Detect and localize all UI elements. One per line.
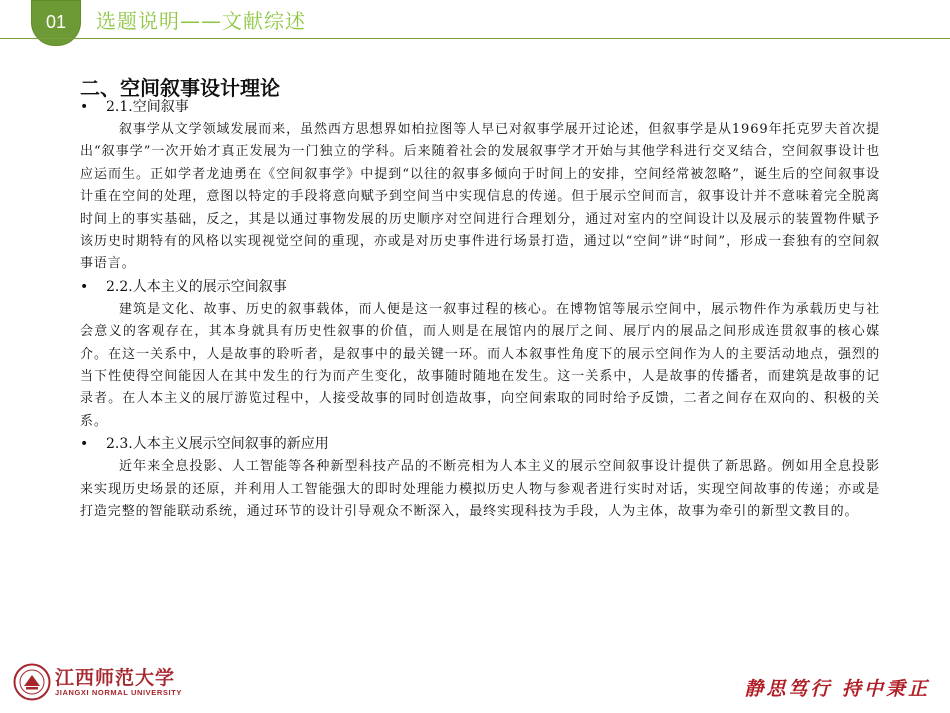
subsection-paragraph: 叙事学从文学领域发展而来，虽然西方思想界如柏拉图等人早已对叙事学展开过论述，但叙事学是从1969年托克罗夫首次提出“叙事学”一次开始才真正发展为一门独立的学科。后来随着社会的发展叙事学才开始与其他学科进行交叉结合，空间叙事设计也应运而生。正如学者龙迪勇在《空间叙事学》中提到“以往的叙事多倾向于时间上的安排，空间经常被忽略”，诞生后的空间叙事设计重在空间的处理，意图以特定的手段将意向赋予到空间当中实现信息的传递。但于展示空间而言，叙事设计并不意味着完全脱离时间上的事实基础，反之，其是以通过事物发展的历史顺序对空间进行合理划分，通过对室内的空间设计以及展示的装置物件赋予该历史时期特有的风格以实现视觉空间的重现，亦或是对历史事件进行场景打造，通过以“空间”讲“时间”，形成一套独有的空间叙事语言。 — [80, 122, 880, 272]
slide-header — [0, 0, 950, 50]
logo-english-name: JIANGXI NORMAL UNIVERSITY — [55, 688, 182, 697]
subsection — [80, 276, 880, 433]
subsection-paragraph: 近年来全息投影、人工智能等各种新型科技产品的不断亮相为人本主义的展示空间叙事设计提供了新思路。例如用全息投影来实现历史场景的还原，并利用人工智能强大的即时处理能力模拟历史人物与参观者进行实时对话，实现空间故事的传递；亦或是打造完整的智能联动系统，通过环节的设计引导观众不断深入，最终实现科技为手段，人为主体，故事为牵引的新型文教目的。 — [80, 459, 880, 520]
header-divider — [0, 38, 950, 39]
university-seal-icon — [13, 663, 51, 701]
subsection — [80, 433, 880, 523]
subsection-heading: • 2.3.人本主义展示空间叙事的新应用 — [80, 433, 880, 456]
university-motto: 静思笃行 持中秉正 — [744, 678, 930, 700]
university-logo — [13, 663, 203, 703]
subsection-heading: • 2.1.空间叙事 — [80, 96, 880, 119]
section-number-badge: 01 — [31, 0, 81, 46]
logo-chinese-name: 江西师范大学 — [55, 667, 176, 689]
section-title: 二、空间叙事设计理论 — [80, 76, 280, 100]
subsection-paragraph: 建筑是文化、故事、历史的叙事载体，而人便是这一叙事过程的核心。在博物馆等展示空间中，展示物件作为承载历史与社会意义的客观存在，其本身就具有历史性叙事的价值，而人则是在展馆内的展厅之间、展厅内的展品之间形成连贯叙事的核心媒介。在这一关系中，人是故事的聆听者，是叙事中的最关键一环。而人本叙事性角度下的展示空间作为人的主要活动地点，强烈的当下性使得空间能因人在其中发生的行为而产生变化，故事随时随地在发生。这一关系中，人是故事的传播者，而建筑是故事的记录者。在人本主义的展厅游览过程中，人接受故事的同时创造故事，向空间索取的同时给予反馈，二者之间存在双向的、积极的关系。 — [80, 301, 880, 429]
subsection-heading: • 2.2.人本主义的展示空间叙事 — [80, 276, 880, 299]
content-body — [80, 96, 880, 524]
subsection — [80, 96, 880, 276]
header-title: 选题说明——文献综述 — [96, 9, 306, 33]
